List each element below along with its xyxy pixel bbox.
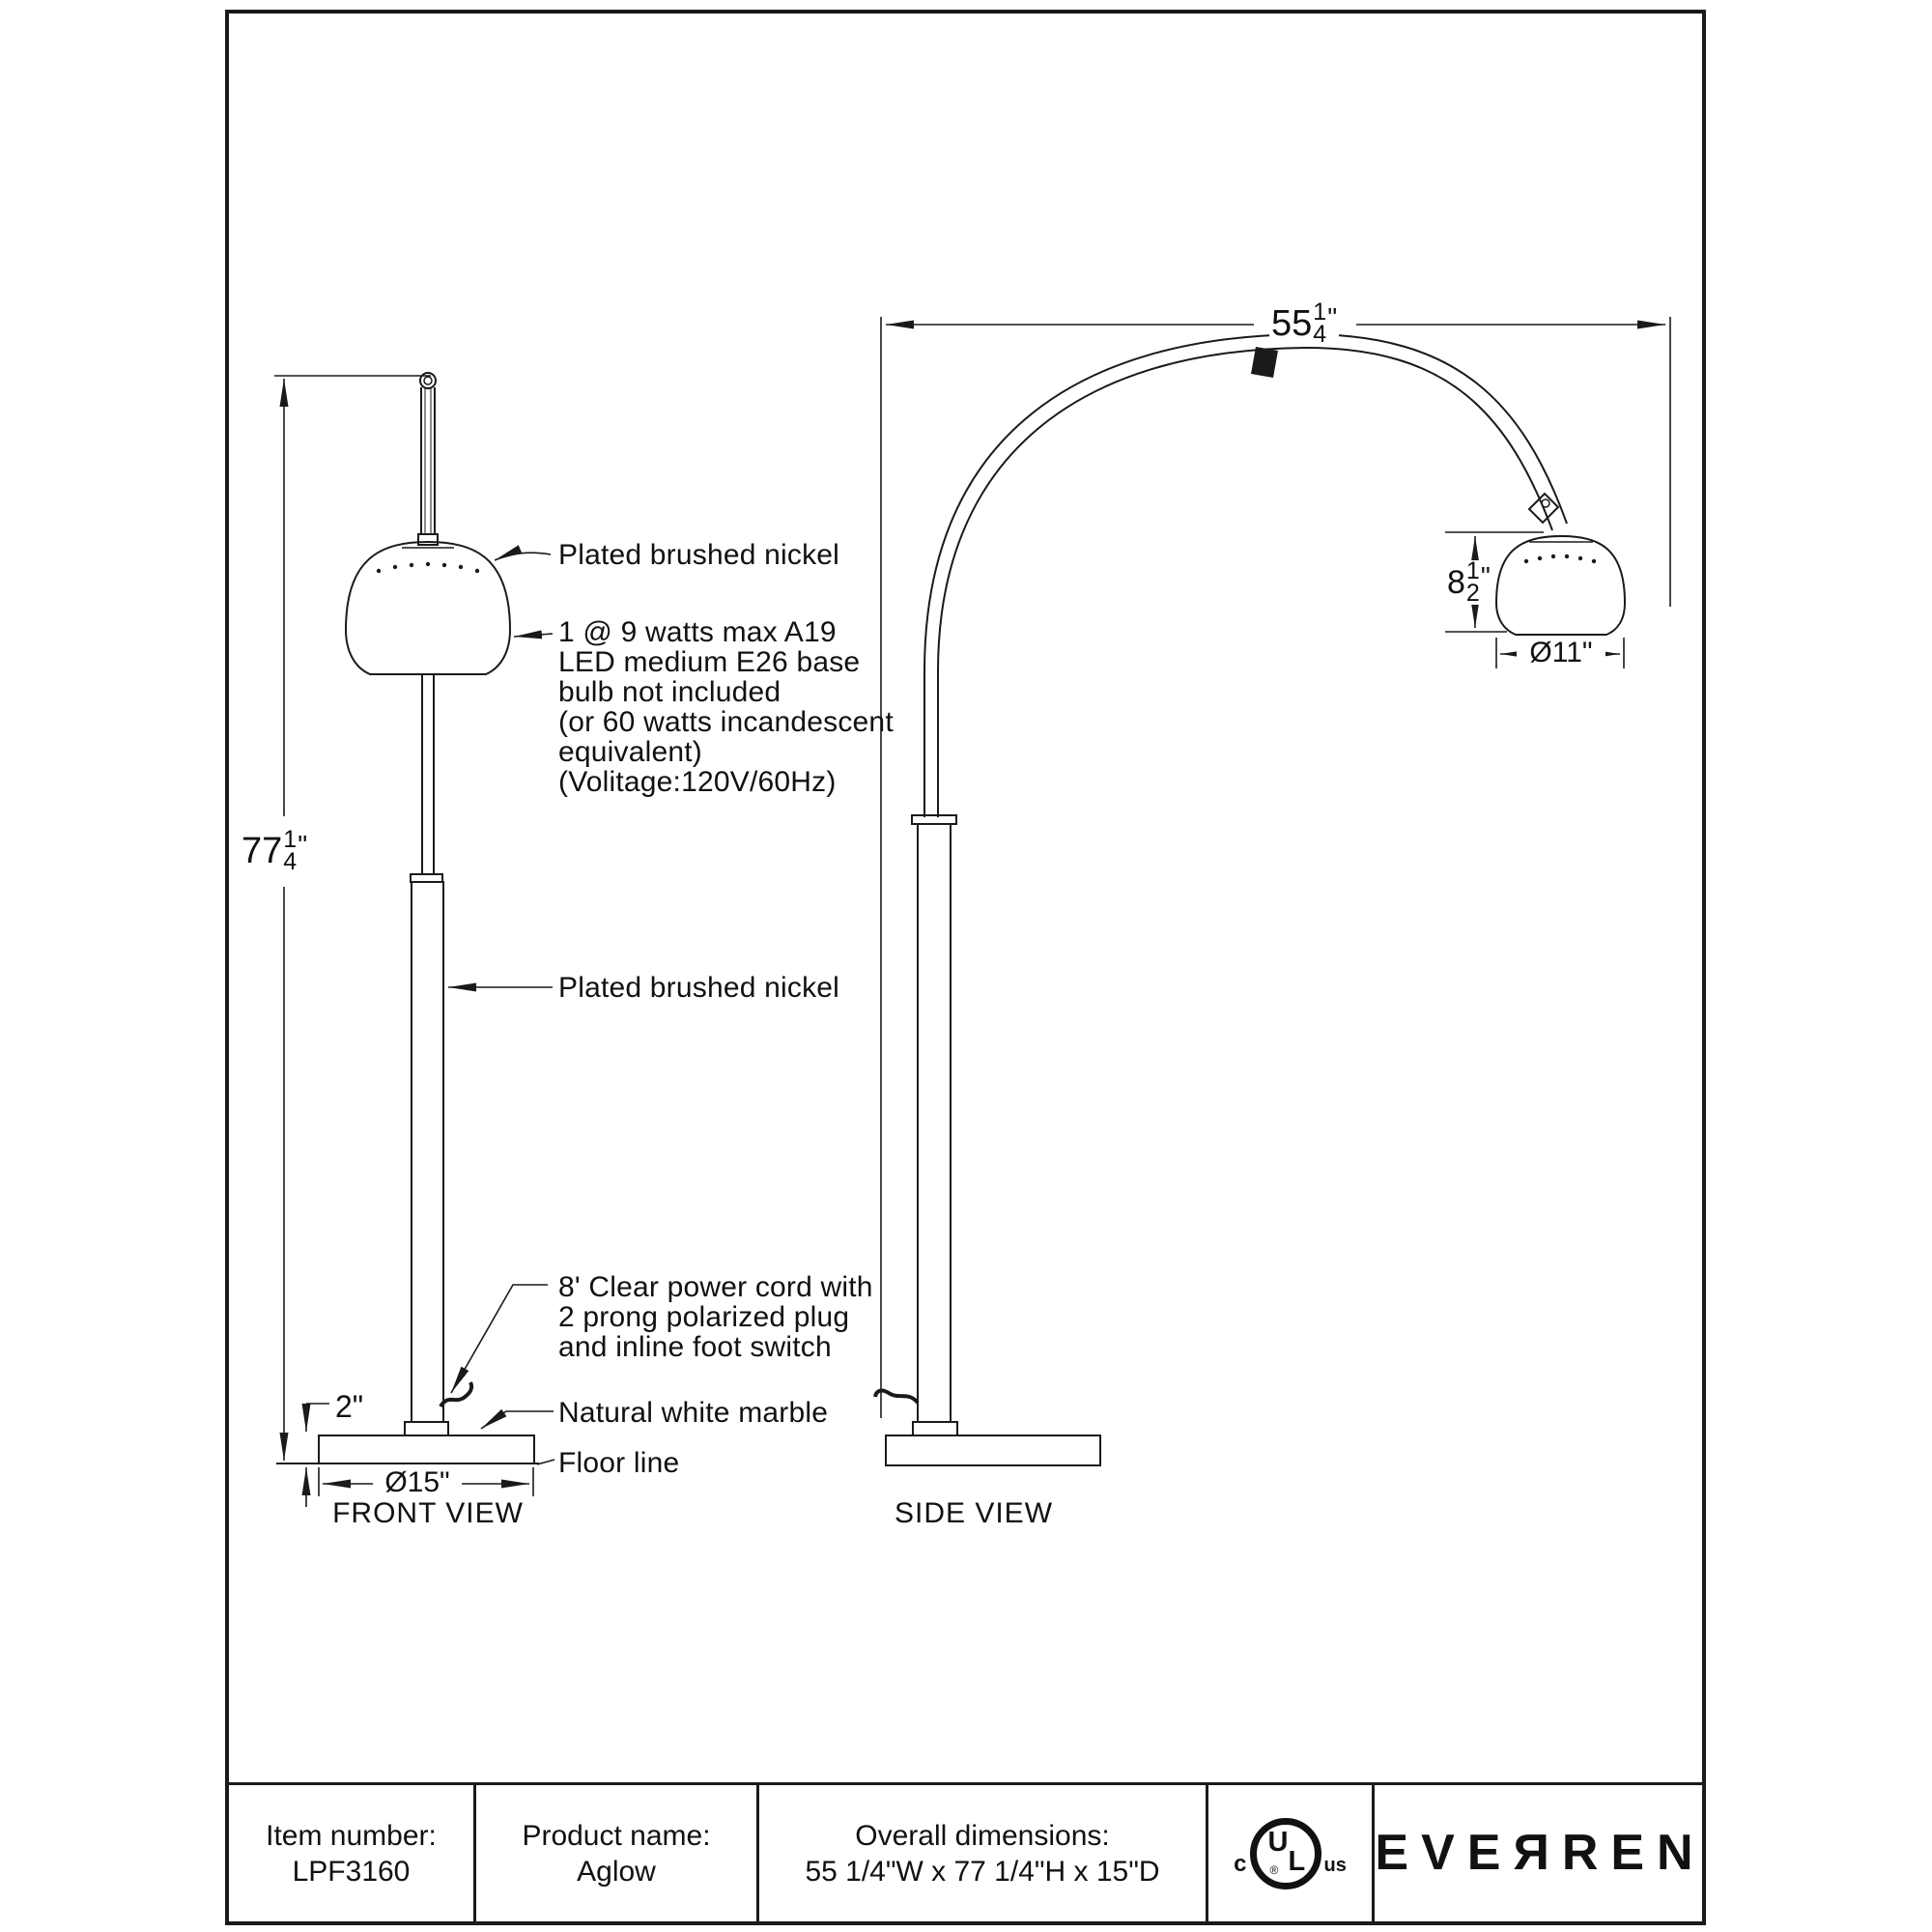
- power-cord-front: [440, 1382, 471, 1406]
- ul-certification-cell: [1208, 1785, 1372, 1921]
- ul-us-mark: us: [1323, 1855, 1347, 1876]
- base-width-dimension: Ø15": [373, 1466, 462, 1499]
- item-number-cell: [229, 1785, 473, 1921]
- base-height-dimension: 2": [332, 1389, 366, 1425]
- shade-height-dimension: 8 1 2 ": [1447, 557, 1491, 607]
- bulb-note: 1 @ 9 watts max A19 LED medium E26 base bulb not included (or 60 watts incandescent equivalent) (Volitage:120V/60Hz): [558, 616, 894, 798]
- product-name-value: Aglow: [577, 1855, 656, 1888]
- width-dimension: 55 1 4 ": [1271, 298, 1338, 348]
- brand-logo: EVEЯREN: [1375, 1825, 1706, 1881]
- front-view-dimensions: [274, 376, 554, 1507]
- ul-canada-mark: c: [1234, 1850, 1247, 1877]
- side-view-lamp: [875, 334, 1625, 1465]
- ul-logo-icon: U L ®: [1250, 1818, 1321, 1889]
- overall-dimensions-label: Overall dimensions:: [855, 1819, 1110, 1852]
- front-view-lamp: [276, 373, 539, 1463]
- floor-line-label: Floor line: [558, 1447, 680, 1479]
- side-view-caption: SIDE VIEW: [894, 1497, 1054, 1529]
- base-material-label: Natural white marble: [558, 1397, 829, 1429]
- arc-joint: [1251, 347, 1278, 378]
- vent-dots-side: [1524, 554, 1596, 563]
- height-dimension: 77 1 4 ": [242, 826, 308, 875]
- side-view-dimensions: [881, 317, 1670, 1418]
- cord-note: 8' Clear power cord with 2 prong polarized plug and inline foot switch: [558, 1271, 873, 1363]
- shade-material-label: Plated brushed nickel: [558, 539, 840, 571]
- product-name-label: Product name:: [522, 1819, 711, 1852]
- vent-dots-front: [377, 562, 479, 573]
- overall-dimensions-value: 55 1/4"W x 77 1/4"H x 15"D: [805, 1855, 1160, 1888]
- shade-width-dimension: Ø11": [1517, 637, 1605, 669]
- pole-material-label: Plated brushed nickel: [558, 972, 840, 1004]
- item-number-value: LPF3160: [292, 1855, 411, 1888]
- front-view-caption: FRONT VIEW: [332, 1497, 524, 1529]
- overall-dimensions-cell: [759, 1785, 1206, 1921]
- item-number-label: Item number:: [266, 1819, 437, 1852]
- product-name-cell: [476, 1785, 756, 1921]
